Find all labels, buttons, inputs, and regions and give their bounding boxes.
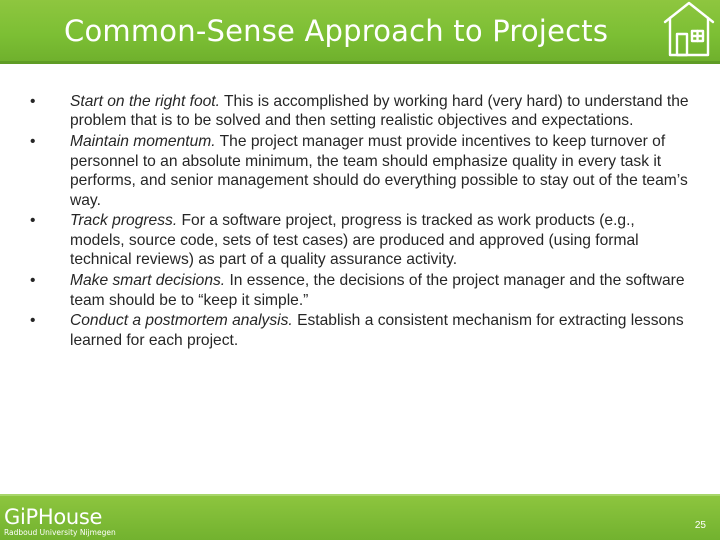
bullet-item xyxy=(30,132,692,210)
bullet-item xyxy=(30,92,692,131)
bullet-text: Establish a consistent mechanism for extracting lessons learned for each project. xyxy=(70,312,684,349)
bullet-dot: • xyxy=(30,312,36,330)
bullet-lead: Conduct a postmortem analysis. xyxy=(70,312,293,330)
bullet-lead: Start on the right foot. xyxy=(70,93,220,110)
brand-logo: GiPHouse xyxy=(4,505,103,529)
bullet-item xyxy=(30,211,692,269)
bullet-dot: • xyxy=(30,272,36,290)
bullet-item xyxy=(30,271,692,310)
bullet-item xyxy=(30,311,692,350)
bullet-text: In essence, the decisions of the project manager and the software team should be to “keep it simple.” xyxy=(70,272,685,309)
bullet-list xyxy=(30,92,692,352)
bullet-dot: • xyxy=(30,212,36,230)
bullet-text: The project manager must provide incentives to keep turnover of personnel to an absolute minimum, the team should emphasize quality in every task it performs, and senior management should do everything possible to stay out of the team’s way. xyxy=(70,133,688,209)
title-bar xyxy=(0,0,720,64)
bullet-dot: • xyxy=(30,93,36,110)
brand-subtitle: Radboud University Nijmegen xyxy=(4,528,116,537)
page-number: 25 xyxy=(694,520,706,531)
bullet-lead: Make smart decisions. xyxy=(70,272,226,290)
slide-title: Common-Sense Approach to Projects xyxy=(64,14,609,48)
bullet-lead: Track progress. xyxy=(70,212,178,230)
bullet-text: This is accomplished by working hard (very hard) to understand the problem that is to be solved and then setting realistic objectives and expectations. xyxy=(70,93,689,130)
home-icon[interactable] xyxy=(661,0,717,60)
bullet-dot: • xyxy=(30,133,36,151)
bullet-lead: Maintain momentum. xyxy=(70,133,216,151)
bullet-text: For a software project, progress is tracked as work products (e.g., models, source code, sets of test cases) are produced and approved (using formal technical reviews) as part of a quality assurance activity. xyxy=(70,212,639,269)
